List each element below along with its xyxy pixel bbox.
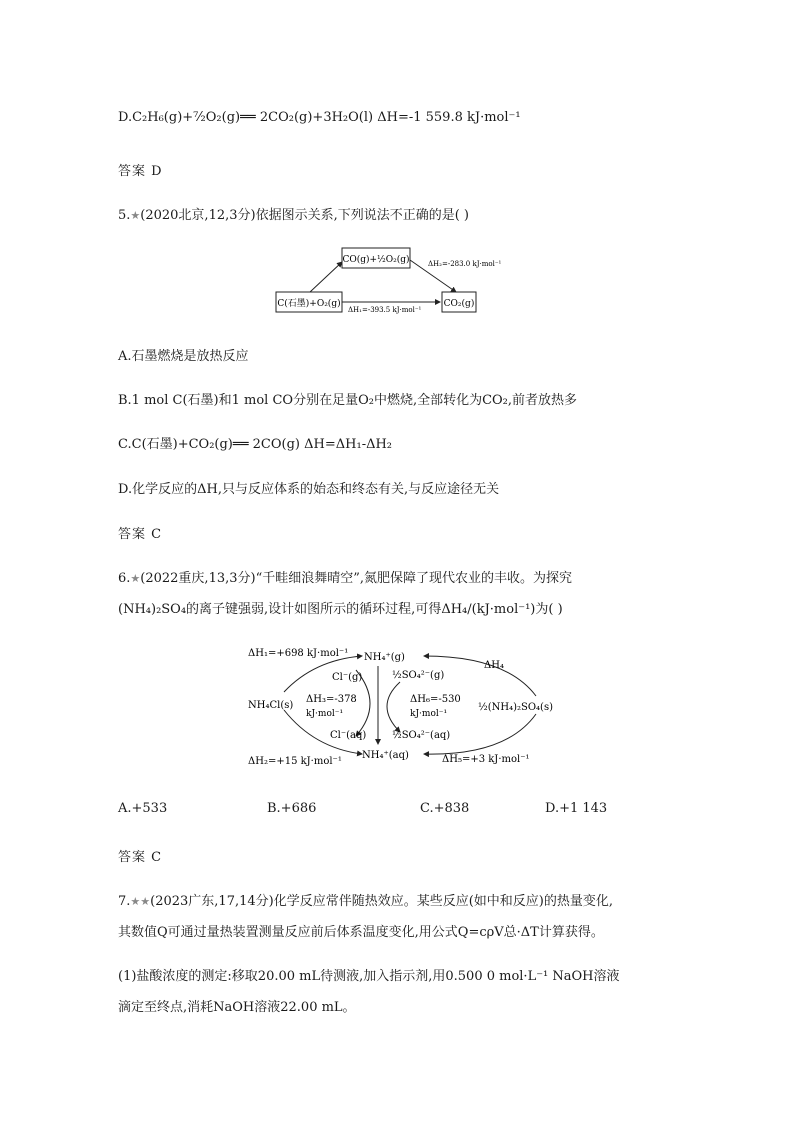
q4-answer: 答案 D — [118, 164, 163, 179]
difficulty-star-icon: ★ — [130, 209, 141, 222]
q6-dh5-label: ΔH₅=+3 kJ·mol⁻¹ — [442, 754, 530, 765]
q6-so4-aq: ½SO₄²⁻(aq) — [392, 730, 451, 741]
q6-option-d: D.+1 143 — [545, 801, 608, 816]
q6-nh4cl: NH₄Cl(s) — [248, 700, 294, 711]
q6-stem-line2: (NH₄)₂SO₄的离子键强弱,设计如图所示的循环过程,可得ΔH₄/(kJ·mol⁻¹)为( ) — [118, 602, 563, 617]
q5-option-c: C.C(石墨)+CO₂(g)══ 2CO(g) ΔH=ΔH₁-ΔH₂ — [118, 437, 393, 452]
q7-part1-line1: (1)盐酸浓度的测定:移取20.00 mL待测液,加入指示剂,用0.500 0 mol·L⁻¹ NaOH溶液 — [118, 969, 620, 984]
q7-part1-line2: 滴定至终点,消耗NaOH溶液22.00 mL。 — [118, 1000, 356, 1015]
q6-nh4-aq: NH₄⁺(aq) — [362, 750, 409, 761]
q4-option-d: D.C₂H₆(g)+⁷⁄₂O₂(g)══ 2CO₂(g)+3H₂O(l) ΔH=-1 559.8 kJ·mol⁻¹ — [118, 110, 521, 125]
q6-dh3-unit: kJ·mol⁻¹ — [306, 709, 344, 719]
q5-option-b: B.1 mol C(石墨)和1 mol CO分别在足量O₂中燃烧,全部转化为CO₂,前者放热多 — [118, 393, 578, 408]
q7-stem-line2: 其数值Q可通过量热装置测量反应前后体系温度变化,用公式Q=cρV总·ΔT计算获得。 — [118, 925, 604, 940]
q6-dh3-label: ΔH₃=-378 — [306, 694, 357, 705]
q6-stem-text: (2022重庆,13,3分)“千畦细浪舞晴空”,氮肥保障了现代农业的丰收。为探究 — [140, 571, 573, 586]
q5-stem-text: (2020北京,12,3分)依据图示关系,下列说法不正确的是( ) — [140, 208, 469, 223]
q6-option-c: C.+838 — [420, 801, 470, 816]
q5-top-box: CO(g)+½O₂(g) — [342, 255, 410, 265]
q6-nh4-gas: NH₄⁺(g) — [364, 652, 405, 663]
q5-number: 5. — [118, 208, 131, 223]
difficulty-stars-icon: ★★ — [130, 895, 151, 908]
q7-stem-line1 — [118, 890, 613, 909]
q6-dh4-label: ΔH₄ — [484, 660, 504, 671]
q6-cl-gas: Cl⁻(g) — [332, 672, 363, 683]
q6-stem-line1 — [118, 567, 572, 586]
q5-stem — [118, 204, 469, 223]
q5-answer: 答案 C — [118, 527, 163, 542]
q5-dh1-label: ΔH₁=-393.5 kJ·mol⁻¹ — [348, 306, 422, 314]
q5-right-box: CO₂(g) — [443, 299, 475, 309]
q5-dh2-label: ΔH₂=-283.0 kJ·mol⁻¹ — [428, 260, 502, 268]
q5-diagram — [270, 244, 530, 316]
q5-left-box: C(石墨)+O₂(g) — [277, 299, 341, 309]
q6-salt: ½(NH₄)₂SO₄(s) — [478, 702, 553, 713]
q7-number: 7. — [118, 894, 131, 909]
q6-so4-gas: ½SO₄²⁻(g) — [392, 670, 445, 681]
q6-option-a: A.+533 — [118, 801, 168, 816]
q6-dh6-label: ΔH₆=-530 — [410, 694, 461, 705]
q6-answer: 答案 C — [118, 850, 163, 865]
q6-dh6-unit: kJ·mol⁻¹ — [410, 709, 448, 719]
q6-dh2-label: ΔH₂=+15 kJ·mol⁻¹ — [248, 756, 342, 767]
q6-option-b: B.+686 — [267, 801, 317, 816]
q6-cycle-diagram — [244, 640, 584, 772]
q7-stem-text: (2023广东,17,14分)化学反应常伴随热效应。某些反应(如中和反应)的热量变化, — [150, 894, 613, 909]
q6-number: 6. — [118, 571, 131, 586]
difficulty-star-icon: ★ — [130, 572, 141, 585]
q5-option-a: A.石墨燃烧是放热反应 — [118, 349, 249, 364]
q6-dh1-label: ΔH₁=+698 kJ·mol⁻¹ — [248, 648, 349, 659]
q5-option-d: D.化学反应的ΔH,只与反应体系的始态和终态有关,与反应途径无关 — [118, 482, 500, 497]
q6-cl-aq: Cl⁻(aq) — [330, 730, 367, 741]
